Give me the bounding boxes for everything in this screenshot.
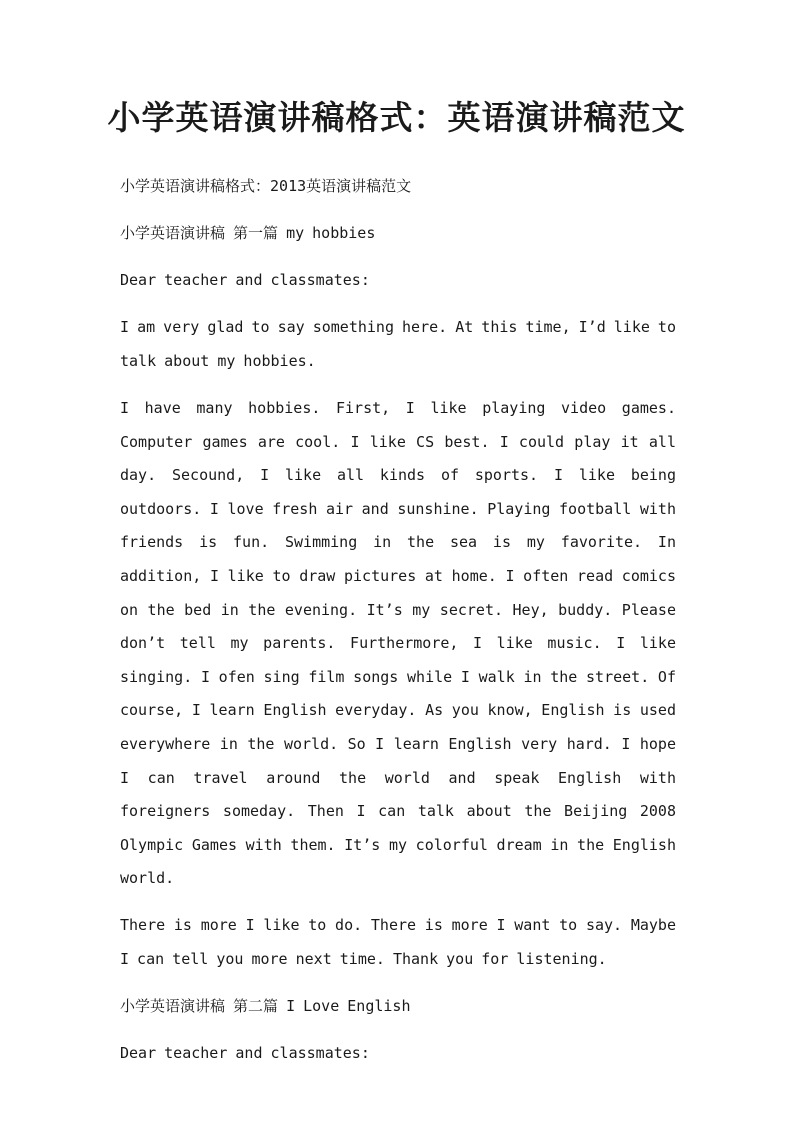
closing-paragraph: There is more I like to do. There is more I want to say. Maybe I can tell you more next time. Thank you for listening. bbox=[120, 916, 676, 968]
intro-paragraph: I am very glad to say something here. At this time, I’d like to talk about my hobbies. bbox=[120, 318, 676, 370]
document-body bbox=[120, 170, 676, 1084]
salutation-paragraph-2: Dear teacher and classmates: bbox=[120, 1044, 370, 1063]
hobbies-paragraph: I have many hobbies. First, I like playing video games. Computer games are cool. I like CS best. I could play it all day. Secound, I like all kinds of sports. I like being outdoors. I love fresh air and sunshine. Playing football with friends is fun. Swimming in the sea is my favorite. In addition, I like to draw pictures at home. I often read comics on the bed in the evening. It’s my secret. Hey, buddy. Please don’t tell my parents. Furthermore, I like music. I like singing. I ofen sing film songs while I walk in the street. Of course, I learn English everyday. As you know, English is used everywhere in the world. So I learn English very hard. I hope I can travel around the world and speak English with foreigners someday. Then I can talk about the Beijing 2008 Olympic Games with them. It’s my colorful dream in the English world. bbox=[120, 398, 676, 888]
document-title: 小学英语演讲稿格式：英语演讲稿范文 bbox=[107, 98, 686, 137]
section-heading-1: 小学英语演讲稿 第一篇 my hobbies bbox=[120, 224, 376, 243]
section-heading-2: 小学英语演讲稿 第二篇 I Love English bbox=[120, 997, 411, 1016]
subtitle-paragraph: 小学英语演讲稿格式：2013英语演讲稿范文 bbox=[120, 177, 412, 195]
salutation-paragraph: Dear teacher and classmates: bbox=[120, 271, 370, 290]
